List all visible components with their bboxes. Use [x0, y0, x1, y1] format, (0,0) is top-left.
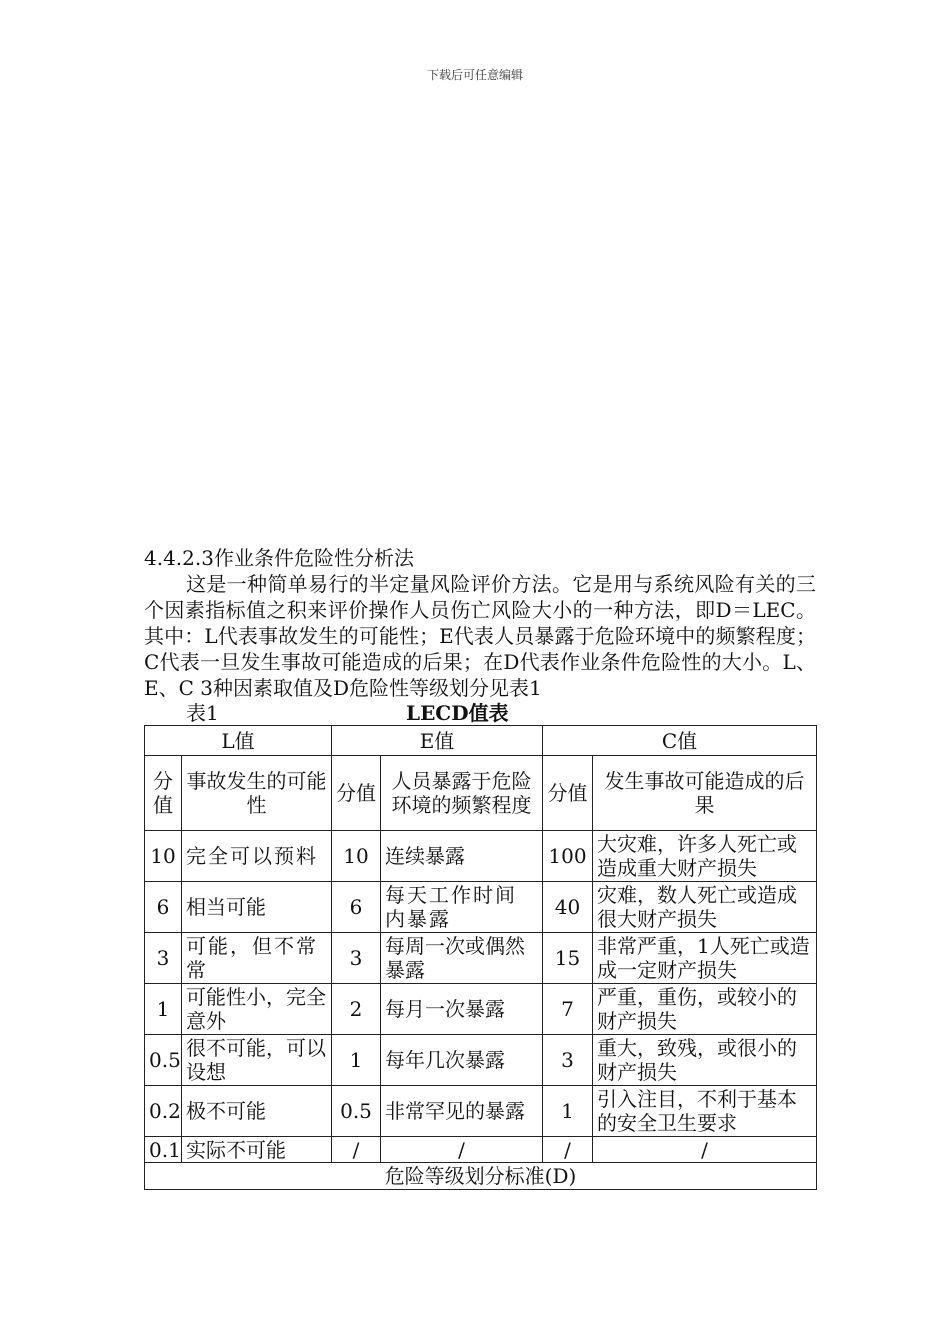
table-row [145, 984, 817, 1035]
column-header: 人员暴露于危险环境的频繁程度 [381, 756, 543, 831]
l-desc-cell: 可能，但不常常 [182, 933, 332, 984]
table-sub-header-row [145, 756, 817, 831]
column-header: 分值 [145, 756, 182, 831]
l-value-header: L值 [145, 726, 332, 756]
c-desc-cell: 引入注目，不利于基本的安全卫生要求 [593, 1086, 817, 1137]
e-score-cell: / [332, 1137, 381, 1163]
e-score-cell: 2 [332, 984, 381, 1035]
l-score-cell: 0.2 [145, 1086, 182, 1137]
l-score-cell: 6 [145, 882, 182, 933]
e-score-cell: 10 [332, 831, 381, 882]
table-group-header-row [145, 726, 817, 756]
c-desc-cell: 非常严重，1人死亡或造成一定财产损失 [593, 933, 817, 984]
e-desc-cell: 每天工作时间内暴露 [381, 882, 543, 933]
l-desc-cell: 可能性小，完全意外 [182, 984, 332, 1035]
l-desc-cell: 完全可以预料 [182, 831, 332, 882]
table-row [145, 1086, 817, 1137]
document-body [144, 545, 816, 1190]
l-score-cell: 10 [145, 831, 182, 882]
e-score-cell: 3 [332, 933, 381, 984]
table-row [145, 1035, 817, 1086]
e-desc-cell: 连续暴露 [381, 831, 543, 882]
c-desc-cell: 大灾难，许多人死亡或造成重大财产损失 [593, 831, 817, 882]
table-row [145, 831, 817, 882]
e-value-header: E值 [332, 726, 543, 756]
column-header: 分值 [332, 756, 381, 831]
c-score-cell: / [543, 1137, 593, 1163]
c-score-cell: 100 [543, 831, 593, 882]
e-desc-cell: 非常罕见的暴露 [381, 1086, 543, 1137]
e-desc-cell: 每周一次或偶然暴露 [381, 933, 543, 984]
l-desc-cell: 实际不可能 [182, 1137, 332, 1163]
lecd-table [144, 725, 817, 1190]
c-score-cell: 15 [543, 933, 593, 984]
c-desc-cell: 严重，重伤，或较小的财产损失 [593, 984, 817, 1035]
column-header: 事故发生的可能性 [182, 756, 332, 831]
c-score-cell: 3 [543, 1035, 593, 1086]
table-row [145, 933, 817, 984]
e-score-cell: 0.5 [332, 1086, 381, 1137]
e-desc-cell: 每年几次暴露 [381, 1035, 543, 1086]
l-score-cell: 1 [145, 984, 182, 1035]
l-desc-cell: 极不可能 [182, 1086, 332, 1137]
l-score-cell: 3 [145, 933, 182, 984]
c-score-cell: 40 [543, 882, 593, 933]
l-score-cell: 0.1 [145, 1137, 182, 1163]
danger-level-standard-header: 危险等级划分标准(D) [145, 1163, 817, 1190]
column-header: 分值 [543, 756, 593, 831]
body-paragraph: 这是一种简单易行的半定量风险评价方法。它是用与系统风险有关的三个因素指标值之积来评价操作人员伤亡风险大小的一种方法，即D＝LEC。其中：L代表事故发生的可能性；E代表人员暴露于危险环境中的频繁程度；C代表一旦发生事故可能造成的后果；在D代表作业条件危险性的大小。L、E、C 3种因素取值及D危险性等级划分见表1 [144, 572, 816, 700]
header-note: 下载后可任意编辑 [426, 68, 523, 82]
c-desc-cell: 灾难，数人死亡或造成很大财产损失 [593, 882, 817, 933]
c-desc-cell: / [593, 1137, 817, 1163]
section-heading: 4.4.2.3作业条件危险性分析法 [144, 546, 414, 570]
table-caption [144, 701, 816, 725]
e-desc-cell: / [381, 1137, 543, 1163]
e-desc-cell: 每月一次暴露 [381, 984, 543, 1035]
c-value-header: C值 [543, 726, 817, 756]
table-row [145, 882, 817, 933]
l-desc-cell: 相当可能 [182, 882, 332, 933]
table-row [145, 1137, 817, 1163]
table-title: LECD值表 [406, 701, 509, 725]
l-desc-cell: 很不可能，可以设想 [182, 1035, 332, 1086]
c-score-cell: 1 [543, 1086, 593, 1137]
e-score-cell: 6 [332, 882, 381, 933]
table-footer-row [145, 1163, 817, 1190]
c-desc-cell: 重大，致残，或很小的财产损失 [593, 1035, 817, 1086]
c-score-cell: 7 [543, 984, 593, 1035]
e-score-cell: 1 [332, 1035, 381, 1086]
l-score-cell: 0.5 [145, 1035, 182, 1086]
column-header: 发生事故可能造成的后果 [593, 756, 817, 831]
table-number: 表1 [186, 701, 219, 725]
